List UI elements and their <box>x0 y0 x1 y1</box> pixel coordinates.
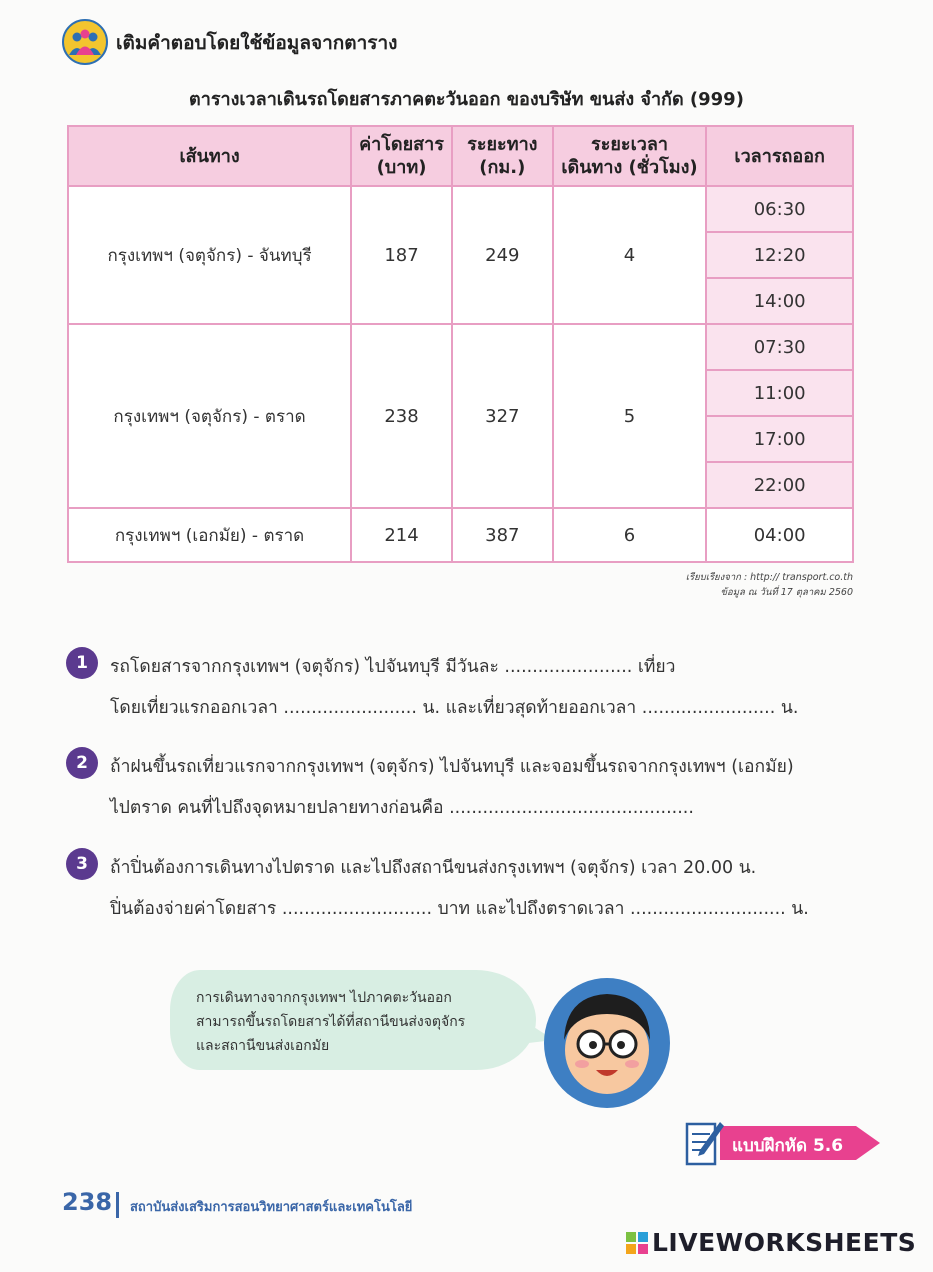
distance-cell: 249 <box>452 186 553 324</box>
departure-time-cell: 12:20 <box>706 232 853 278</box>
departure-time-cell: 14:00 <box>706 278 853 324</box>
bus-timetable <box>67 125 854 563</box>
page-number: 238 <box>62 1188 113 1216</box>
question-number-badge: 1 <box>66 647 98 679</box>
source-date: ข้อมูล ณ วันที่ 17 ตุลาคม 2560 <box>720 587 853 598</box>
section-instruction: เติมคำตอบโดยใช้ข้อมูลจากตาราง <box>116 32 398 54</box>
duration-cell: 4 <box>553 186 707 324</box>
question-2-line-2: ไปตราด คนที่ไปถึงจุดหมายปลายทางก่อนคือ ............................................ <box>110 798 694 818</box>
footer-divider <box>116 1192 119 1218</box>
liveworksheets-logo-icon <box>626 1232 648 1254</box>
header-distance: ระยะทาง (กม.) <box>452 126 553 186</box>
distance-cell: 387 <box>452 508 553 562</box>
route-cell: กรุงเทพฯ (จตุจักร) - จันทบุรี <box>68 186 351 324</box>
exercise-link-label[interactable]: แบบฝึกหัด 5.6 <box>732 1136 844 1156</box>
question-number-badge: 3 <box>66 848 98 880</box>
route-cell: กรุงเทพฯ (จตุจักร) - ตราด <box>68 324 351 508</box>
header-departure: เวลารถออก <box>706 126 853 186</box>
table-row <box>68 508 853 562</box>
table-title: ตารางเวลาเดินรถโดยสารภาคตะวันออก ของบริษัท ขนส่ง จำกัด (999) <box>189 89 744 110</box>
source-note <box>686 570 853 600</box>
question-number-badge: 2 <box>66 747 98 779</box>
question-2-line-1: ถ้าฝนขึ้นรถเที่ยวแรกจากกรุงเทพฯ (จตุจักร) ไปจันทบุรี และจอมขึ้นรถจากกรุงเทพฯ (เอกมัย) <box>110 757 794 777</box>
speech-line-2: สามารถขึ้นรถโดยสารได้ที่สถานีขนส่งจตุจักร <box>196 1014 466 1030</box>
question-3-line-1: ถ้าปิ่นต้องการเดินทางไปตราด และไปถึงสถานีขนส่งกรุงเทพฯ (จตุจักร) เวลา 20.00 น. <box>110 858 757 878</box>
speech-text <box>196 986 465 1058</box>
fare-cell: 238 <box>351 324 452 508</box>
question-3-line-2: ปิ่นต้องจ่ายค่าโดยสาร ........................... บาท และไปถึงตราดเวลา ............................ น. <box>110 899 809 919</box>
source-reference: เรียบเรียงจาก : http:// transport.co.th <box>685 572 853 583</box>
table-header-row <box>68 126 853 186</box>
speech-line-3: และสถานีขนส่งเอกมัย <box>196 1038 330 1054</box>
departure-time-cell: 04:00 <box>706 508 853 562</box>
character-avatar <box>544 978 670 1108</box>
fare-cell: 214 <box>351 508 452 562</box>
header-duration: ระยะเวลา เดินทาง (ชั่วโมง) <box>553 126 707 186</box>
people-group-icon <box>62 19 108 65</box>
route-cell: กรุงเทพฯ (เอกมัย) - ตราด <box>68 508 351 562</box>
departure-time-cell: 17:00 <box>706 416 853 462</box>
departure-time-cell: 11:00 <box>706 370 853 416</box>
distance-cell: 327 <box>452 324 553 508</box>
fare-cell: 187 <box>351 186 452 324</box>
duration-cell: 5 <box>553 324 707 508</box>
table-row <box>68 186 853 232</box>
departure-time-cell: 07:30 <box>706 324 853 370</box>
speech-line-1: การเดินทางจากกรุงเทพฯ ไปภาคตะวันออก <box>196 990 452 1006</box>
notepad-pencil-icon <box>684 1116 724 1168</box>
table-row <box>68 324 853 370</box>
departure-time-cell: 06:30 <box>706 186 853 232</box>
header-route: เส้นทาง <box>68 126 351 186</box>
question-1-line-1: รถโดยสารจากกรุงเทพฯ (จตุจักร) ไปจันทบุรี มีวันละ ....................... เที่ยว <box>110 657 676 677</box>
publisher-name: สถาบันส่งเสริมการสอนวิทยาศาสตร์และเทคโนโลยี <box>130 1200 413 1215</box>
question-1-line-2: โดยเที่ยวแรกออกเวลา ........................ น. และเที่ยวสุดท้ายออกเวลา ........................ น. <box>110 698 799 718</box>
departure-time-cell: 22:00 <box>706 462 853 508</box>
duration-cell: 6 <box>553 508 707 562</box>
liveworksheets-brand: LIVEWORKSHEETS <box>652 1228 917 1257</box>
header-fare: ค่าโดยสาร (บาท) <box>351 126 452 186</box>
